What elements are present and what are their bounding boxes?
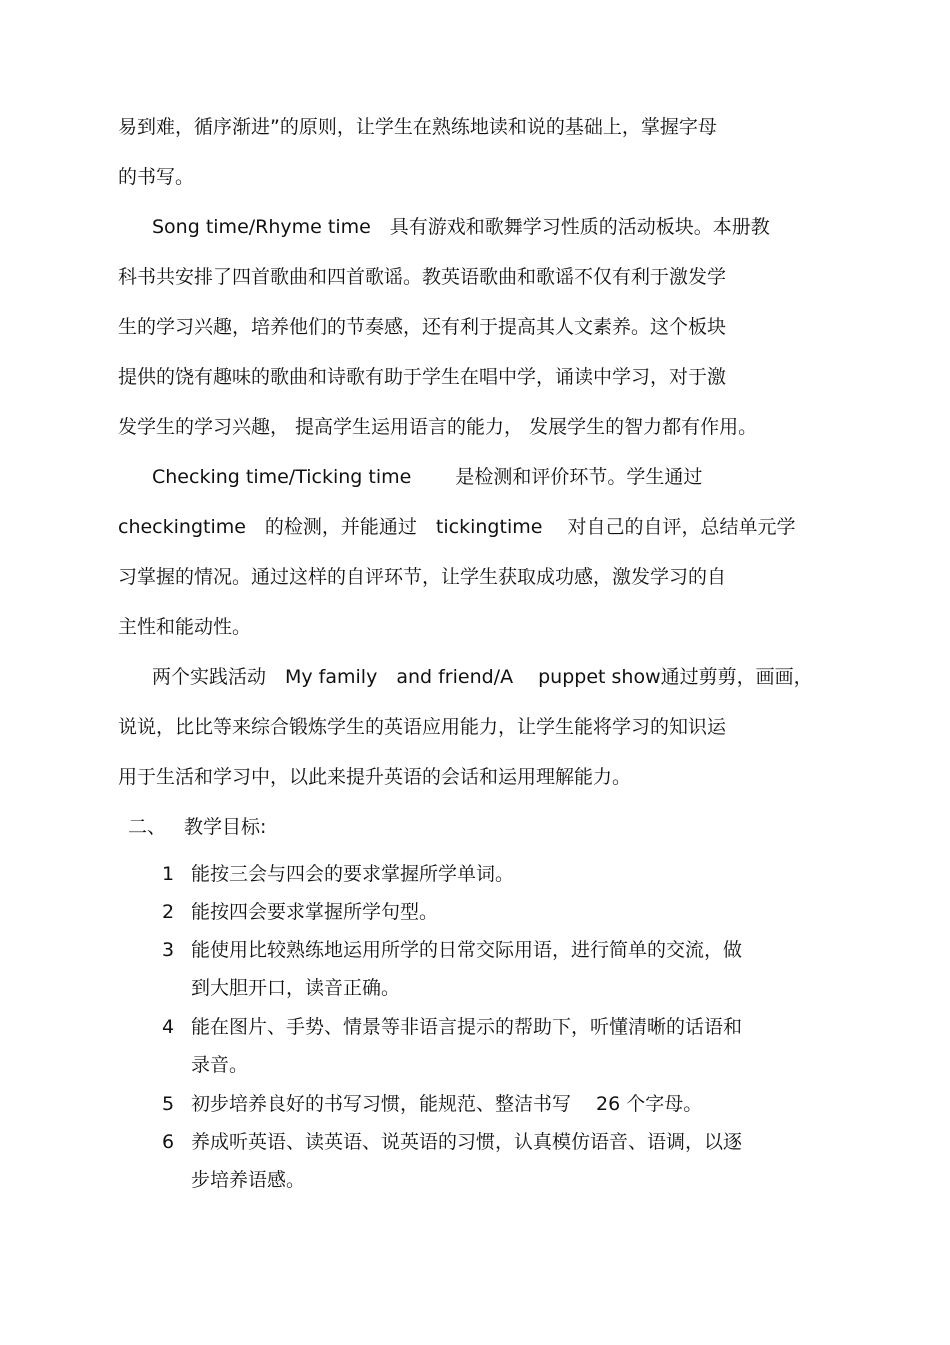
list-item-text: 养成听英语、读英语、说英语的习惯，认真模仿语音、语调，以逐 bbox=[191, 1131, 743, 1153]
paragraph-3-line-1: Checking time/Ticking time 是检测和评价环节。学生通过 bbox=[152, 466, 703, 488]
paragraph-4-line-3: 用于生活和学习中，以此来提升英语的会话和运用理解能力。 bbox=[118, 766, 632, 788]
list-item-text: 初步培养良好的书写习惯，能规范、整洁书写 26 个字母。 bbox=[191, 1093, 703, 1115]
list-item-continuation: 步培养语感。 bbox=[191, 1169, 306, 1191]
list-item bbox=[162, 1130, 742, 1154]
list-item-continuation: 录音。 bbox=[191, 1054, 249, 1076]
list-item-number: 3 bbox=[162, 939, 175, 961]
list-item-continuation: 到大胆开口，读音正确。 bbox=[191, 977, 401, 999]
paragraph-2-line-2: 科书共安排了四首歌曲和四首歌谣。教英语歌曲和歌谣不仅有利于激发学 bbox=[118, 266, 727, 288]
paragraph-2-line-4: 提供的饶有趣味的歌曲和诗歌有助于学生在唱中学，诵读中学习，对于激 bbox=[118, 366, 727, 388]
list-item bbox=[162, 900, 438, 924]
paragraph-3-line-3: 习掌握的情况。通过这样的自评环节，让学生获取成功感，激发学习的自 bbox=[118, 566, 727, 588]
list-item-number: 1 bbox=[162, 863, 175, 885]
list-item bbox=[162, 862, 514, 886]
paragraph-2-line-3: 生的学习兴趣，培养他们的节奏感，还有利于提高其人文素养。这个板块 bbox=[118, 316, 727, 338]
paragraph-4-line-1: 两个实践活动 My family and friend/A puppet show通过剪剪，画画， bbox=[152, 666, 813, 688]
list-item bbox=[162, 938, 742, 962]
paragraph-2-line-5: 发学生的学习兴趣， 提高学生运用语言的能力， 发展学生的智力都有作用。 bbox=[118, 416, 758, 438]
list-item-text: 能按三会与四会的要求掌握所学单词。 bbox=[191, 863, 515, 885]
paragraph-2-line-1: Song time/Rhyme time 具有游戏和歌舞学习性质的活动板块。本册教 bbox=[152, 216, 770, 238]
paragraph-3-line-4: 主性和能动性。 bbox=[118, 616, 252, 638]
list-item-number: 4 bbox=[162, 1016, 175, 1038]
paragraph-3-line-2: checkingtime 的检测，并能通过 tickingtime 对自己的自评，总结单元学 bbox=[118, 516, 796, 538]
section-heading bbox=[128, 815, 266, 839]
paragraph-1-line-2: 的书写。 bbox=[118, 166, 195, 188]
list-item-number: 2 bbox=[162, 901, 175, 923]
list-item-text: 能在图片、手势、情景等非语言提示的帮助下，听懂清晰的话语和 bbox=[191, 1016, 743, 1038]
paragraph-4-line-2: 说说，比比等来综合锻炼学生的英语应用能力，让学生能将学习的知识运 bbox=[118, 716, 727, 738]
section-title: 教学目标: bbox=[184, 816, 267, 838]
list-item bbox=[162, 1092, 702, 1116]
list-item-text: 能使用比较熟练地运用所学的日常交际用语，进行简单的交流，做 bbox=[191, 939, 743, 961]
list-item-number: 5 bbox=[162, 1093, 175, 1115]
list-item bbox=[162, 1015, 742, 1039]
paragraph-1-line-1: 易到难，循序渐进”的原则，让学生在熟练地读和说的基础上，掌握字母 bbox=[118, 116, 717, 138]
list-item-number: 6 bbox=[162, 1131, 175, 1153]
section-number: 二、 bbox=[128, 816, 167, 838]
list-item-text: 能按四会要求掌握所学句型。 bbox=[191, 901, 439, 923]
